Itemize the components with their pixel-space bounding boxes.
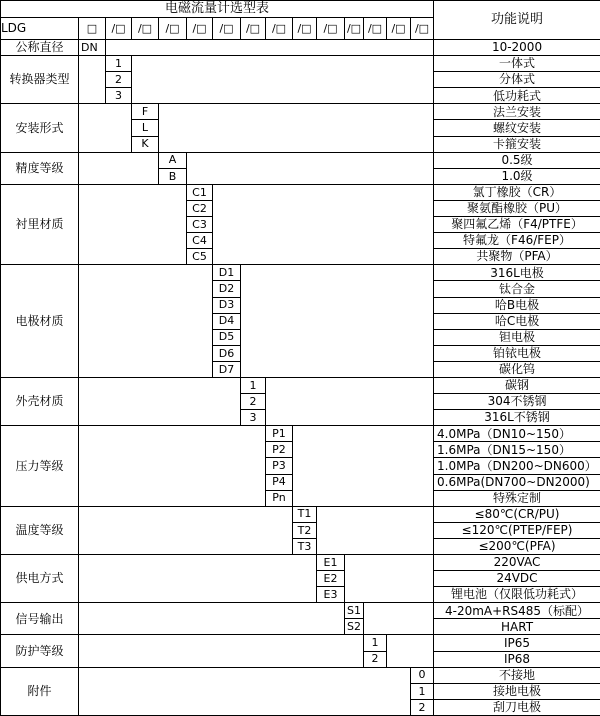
code-cell: P1 (266, 426, 293, 442)
desc-cell: 氯丁橡胶（CR） (434, 184, 600, 200)
code-cell: 1 (106, 56, 132, 72)
filler-cell (387, 635, 434, 667)
code-cell: D7 (213, 361, 241, 377)
desc-cell: IP65 (434, 635, 600, 651)
desc-cell: 锂电池（仅限低功耗式） (434, 587, 600, 603)
desc-cell: 316L电极 (434, 265, 600, 281)
desc-cell: 1.0级 (434, 168, 600, 184)
code-cell: P2 (266, 442, 293, 458)
group-label: 附件 (1, 667, 79, 715)
desc-cell: 220VAC (434, 555, 600, 571)
code-cell: E1 (317, 555, 345, 571)
filler-cell (79, 56, 106, 104)
code-cell: 1 (411, 683, 434, 699)
filler-cell (132, 56, 434, 104)
code-cell: 1 (241, 377, 266, 393)
desc-cell: 304不锈钢 (434, 394, 600, 410)
code-cell: E3 (317, 587, 345, 603)
code-cell: C5 (187, 249, 213, 265)
filler-cell (79, 184, 187, 264)
filler-cell (266, 377, 434, 425)
code-cell: P3 (266, 458, 293, 474)
model-slot-cell: /□ (106, 18, 132, 40)
desc-cell: 钛合金 (434, 281, 600, 297)
desc-cell: 接地电极 (434, 683, 600, 699)
desc-cell: 聚氨酯橡胶（PU） (434, 200, 600, 216)
desc-cell: 螺纹安装 (434, 120, 600, 136)
code-cell: 0 (411, 667, 434, 683)
table-row (1, 184, 600, 200)
function-desc-header: 功能说明 (434, 1, 600, 40)
model-slot-cell: /□ (213, 18, 241, 40)
filler-cell (79, 152, 159, 184)
code-cell: S1 (345, 603, 364, 619)
desc-cell: 铂铱电极 (434, 345, 600, 361)
desc-cell: 不接地 (434, 667, 600, 683)
code-cell: L (132, 120, 159, 136)
filler-cell (241, 265, 434, 378)
code-cell: S2 (345, 619, 364, 635)
group-label: 安装形式 (1, 104, 79, 152)
desc-cell: ≤120℃(PTEP/FEP) (434, 522, 600, 538)
desc-cell: 碳钢 (434, 377, 600, 393)
group-label: 供电方式 (1, 555, 79, 603)
model-slot-cell: /□ (317, 18, 345, 40)
desc-cell: 一体式 (434, 56, 600, 72)
code-cell: B (159, 168, 187, 184)
table-row (1, 667, 600, 683)
filler-cell (79, 635, 364, 667)
model-slot-cell: /□ (266, 18, 293, 40)
filler-cell (187, 152, 434, 184)
desc-cell: 哈B电极 (434, 297, 600, 313)
desc-cell: HART (434, 619, 600, 635)
desc-cell: 24VDC (434, 571, 600, 587)
code-cell: C4 (187, 233, 213, 249)
code-cell: P4 (266, 474, 293, 490)
desc-cell: 4.0MPa（DN10~150） (434, 426, 600, 442)
desc-cell: 0.5级 (434, 152, 600, 168)
code-cell: D2 (213, 281, 241, 297)
desc-cell: ≤80℃(CR/PU) (434, 506, 600, 522)
group-label: 信号输出 (1, 603, 79, 635)
filler-cell (293, 426, 434, 506)
table-row (1, 104, 600, 120)
model-slot-cell: /□ (364, 18, 387, 40)
filler-cell (79, 377, 241, 425)
code-cell: A (159, 152, 187, 168)
code-cell: C2 (187, 200, 213, 216)
code-cell: D1 (213, 265, 241, 281)
desc-cell: 聚四氟乙烯（F4/PTFE） (434, 217, 600, 233)
table-row (1, 377, 600, 393)
desc-cell: 碳化钨 (434, 361, 600, 377)
model-box-cell: □ (79, 18, 106, 40)
title-row (1, 1, 600, 18)
desc-cell: 共聚物（PFA） (434, 249, 600, 265)
desc-cell: 刮刀电极 (434, 699, 600, 715)
model-slot-cell: /□ (293, 18, 317, 40)
group-label: 防护等级 (1, 635, 79, 667)
group-label: 衬里材质 (1, 184, 79, 264)
filler-cell (79, 426, 266, 506)
model-slot-cell: /□ (132, 18, 159, 40)
model-slot-cell: /□ (345, 18, 364, 40)
code-cell: K (132, 136, 159, 152)
desc-cell: 316L不锈钢 (434, 410, 600, 426)
filler-cell (79, 603, 345, 635)
table-row (1, 506, 600, 522)
desc-cell: 1.0MPa（DN200~DN600） (434, 458, 600, 474)
code-cell: F (132, 104, 159, 120)
table-row (1, 603, 600, 619)
code-cell: 2 (411, 699, 434, 715)
desc-cell: 卡箍安装 (434, 136, 600, 152)
code-cell: D5 (213, 329, 241, 345)
code-cell: 3 (241, 410, 266, 426)
group-label: 电极材质 (1, 265, 79, 378)
desc-cell: ≤200℃(PFA) (434, 538, 600, 554)
filler-cell (79, 555, 317, 603)
model-slot-cell: /□ (159, 18, 187, 40)
desc-cell: 低功耗式 (434, 88, 600, 104)
code-cell: Pn (266, 490, 293, 506)
code-cell: C1 (187, 184, 213, 200)
desc-cell: 特氟龙（F46/FEP） (434, 233, 600, 249)
code-cell: 1 (364, 635, 387, 651)
code-cell: 2 (106, 72, 132, 88)
filler-cell (79, 265, 213, 378)
filler-cell (79, 104, 132, 152)
filler-cell (79, 506, 293, 554)
filler-cell (345, 555, 434, 603)
model-slot-cell: /□ (187, 18, 213, 40)
table-row (1, 555, 600, 571)
code-cell: 3 (106, 88, 132, 104)
desc-cell: 分体式 (434, 72, 600, 88)
model-slot-cell: /□ (411, 18, 434, 40)
desc-cell: 哈C电极 (434, 313, 600, 329)
code-cell: DN (79, 40, 106, 56)
table-row (1, 152, 600, 168)
group-label: 温度等级 (1, 506, 79, 554)
code-cell: D4 (213, 313, 241, 329)
table-row (1, 426, 600, 442)
model-slot-cell: /□ (241, 18, 266, 40)
code-cell: 2 (241, 394, 266, 410)
code-cell: C3 (187, 217, 213, 233)
desc-cell: 1.6MPa（DN15~150） (434, 442, 600, 458)
group-label: 精度等级 (1, 152, 79, 184)
filler-cell (317, 506, 434, 554)
code-cell: T2 (293, 522, 317, 538)
desc-cell: 4-20mA+RS485（标配） (434, 603, 600, 619)
filler-cell (106, 40, 434, 56)
group-label: 压力等级 (1, 426, 79, 506)
group-label: 外壳材质 (1, 377, 79, 425)
filler-cell (159, 104, 434, 152)
table-row (1, 265, 600, 281)
code-cell: T3 (293, 538, 317, 554)
page-title: 电磁流量计选型表 (1, 1, 434, 18)
table-row (1, 40, 600, 56)
table-row (1, 635, 600, 651)
filler-cell (364, 603, 434, 635)
code-cell: T1 (293, 506, 317, 522)
model-prefix: LDG (1, 18, 79, 40)
code-cell: E2 (317, 571, 345, 587)
desc-cell: 0.6MPa(DN700~DN2000) (434, 474, 600, 490)
code-cell: D6 (213, 345, 241, 361)
filler-cell (213, 184, 434, 264)
desc-cell: 钽电极 (434, 329, 600, 345)
desc-cell: 特殊定制 (434, 490, 600, 506)
desc-cell: IP68 (434, 651, 600, 667)
group-label: 公称直径 (1, 40, 79, 56)
desc-cell: 10-2000 (434, 40, 600, 56)
table-row (1, 56, 600, 72)
code-cell: 2 (364, 651, 387, 667)
code-cell: D3 (213, 297, 241, 313)
filler-cell (79, 667, 411, 715)
model-slot-cell: /□ (387, 18, 411, 40)
desc-cell: 法兰安装 (434, 104, 600, 120)
group-label: 转换器类型 (1, 56, 79, 104)
